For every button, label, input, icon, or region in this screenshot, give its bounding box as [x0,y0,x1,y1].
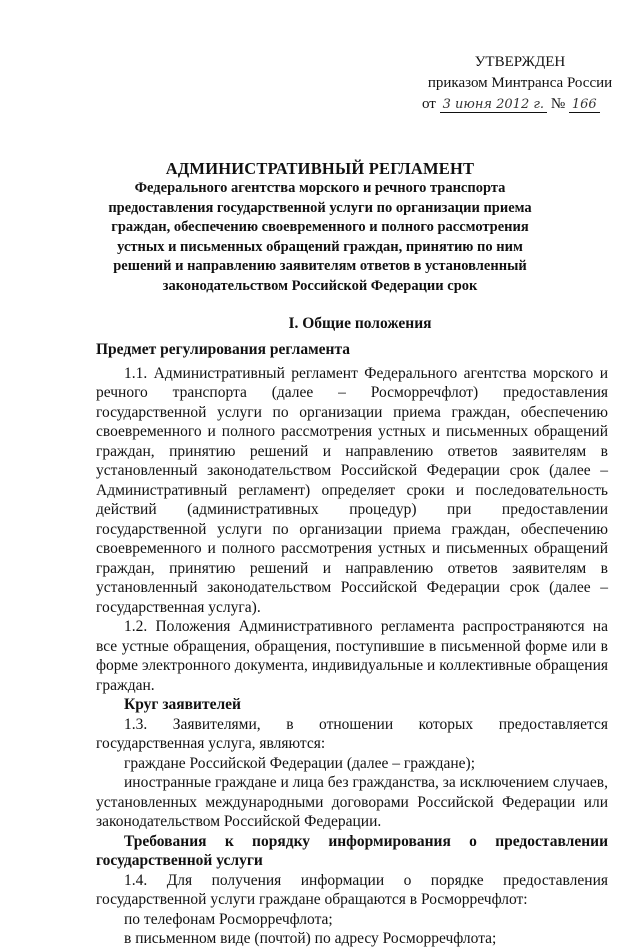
number-prefix: № [550,96,566,112]
date-prefix: от [422,96,436,112]
subheading-information-requirements: Требования к порядку информирования о предоставлении государственной услуги [96,832,608,869]
approval-title: УТВЕРЖДЕН [474,54,566,70]
handwritten-number: 166 [569,97,600,113]
paragraph-1-4: 1.4. Для получения информации о порядке предоставления государственной услуги граждане обращаются в Росморречфлот: [96,871,608,908]
paragraph-1-4-b: в письменном виде (почтой) по адресу Росморречфлота; [124,930,497,947]
subheading-applicants: Круг заявителей [124,696,241,713]
approval-date-line [420,94,620,115]
section-body [96,340,608,949]
paragraph-1-3-a: граждане Российской Федерации (далее – граждане); [124,754,476,772]
title-subline: предоставления государственной услуги по организации приема [108,199,532,216]
title-subline: устных и письменных обращений граждан, принятию по ним [117,238,523,255]
title-subline: Федерального агентства морского и речного транспорта [134,180,506,196]
document-title [80,158,560,296]
title-subline: законодательством Российской Федерации срок [162,277,478,294]
paragraph-1-2: 1.2. Положения Административного регламента распространяются на все устные обращения, обращения, поступившие в письменной форме или в форме электронного документа, индивидуальные и коллективные обращения граждан. [96,618,608,694]
subheading-subject: Предмет регулирования регламента [96,341,350,358]
approval-order-line: приказом Минтранса России [427,75,613,91]
title-subline: граждан, обеспечению своевременного и полного рассмотрения [111,219,529,235]
handwritten-date: 3 июня 2012 г. [440,97,547,113]
paragraph-1-4-a: по телефонам Росморречфлота; [124,910,333,928]
paragraph-1-1: 1.1. Административный регламент Федерального агентства морского и речного транспорта (далее – Росморречфлот) предоставления государственной услуги по организации приема граждан, обеспечению своевременного и полного рассмотрения устных и письменных обращений граждан, принятию решений и направлению ответов заявителям в установленный законодательством Российской Федерации срок (далее – Административный регламент) определяет сроки и последовательность действий (административных процедур) при предоставлении государственной услуги по организации приема граждан, обеспечению своевременного и полного рассмотрения устных и письменных обращений граждан, принятию решений и направлению ответов заявителям в установленный законодательством Российской Федерации срок (далее – государственная услуга). [96,364,608,616]
title-main: АДМИНИСТРАТИВНЫЙ РЕГЛАМЕНТ [165,159,475,178]
paragraph-1-3: 1.3. Заявителями, в отношении которых предоставляется государственная услуга, являются: [96,715,608,752]
section-heading: I. Общие положения [288,315,432,332]
title-subline: решений и направлению заявителям ответов в установленный [113,258,527,274]
paragraph-1-3-b: иностранные граждане и лица без гражданства, за исключением случаев, установленных международными договорами Российской Федерации или законодательством Российской Федерации. [96,774,608,830]
approval-stamp [420,52,620,115]
